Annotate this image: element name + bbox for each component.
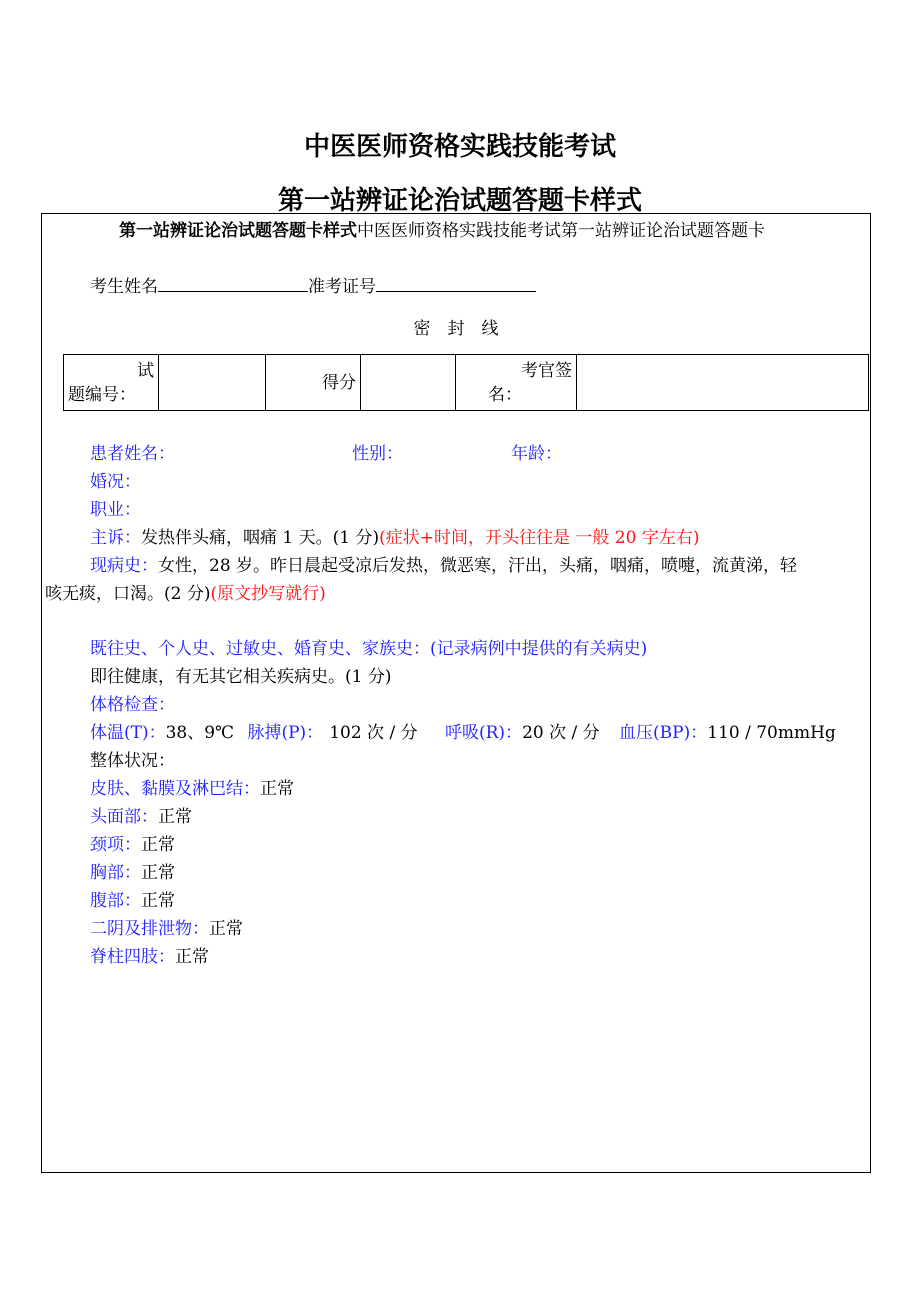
score-field[interactable] bbox=[361, 355, 456, 411]
card-header bbox=[119, 220, 765, 242]
question-no-label: 试 题编号： bbox=[64, 355, 159, 411]
title-line-1: 中医医师资格实践技能考试 bbox=[303, 132, 616, 162]
exam-label: 体格检查： bbox=[90, 695, 175, 715]
question-no-field[interactable] bbox=[159, 355, 266, 411]
marital-label: 婚况： bbox=[90, 472, 141, 492]
candidate-info bbox=[90, 275, 536, 298]
examiner-label: 考官签 名： bbox=[456, 355, 577, 411]
finding-skin: 皮肤、黏膜及淋巴结：正常 bbox=[90, 779, 294, 799]
score-label: 得分 bbox=[266, 355, 361, 411]
history-label: 既往史、个人史、过敏史、婚育史、家族史：(记录病例中提供的有关病史) bbox=[90, 639, 648, 659]
finding-spine-limbs: 脊柱四肢：正常 bbox=[90, 947, 209, 967]
answer-card-box bbox=[41, 213, 871, 1173]
card-header-bold: 第一站辨证论治试题答题卡样式 bbox=[119, 221, 357, 241]
seal-line: 密 封 线 bbox=[413, 319, 499, 339]
finding-neck: 颈项：正常 bbox=[90, 835, 175, 855]
sex-label: 性别： bbox=[352, 444, 403, 464]
age-label: 年龄： bbox=[511, 444, 562, 464]
candidate-id-field[interactable] bbox=[376, 275, 536, 292]
finding-head: 头面部：正常 bbox=[90, 807, 192, 827]
finding-genital: 二阴及排泄物：正常 bbox=[90, 919, 243, 939]
vital-signs: 体温(T)：38、9℃ 脉搏(P)： 102 次 / 分 呼吸(R)：20 次 / 分 血压(BP)：110 / 70mmHg bbox=[90, 723, 836, 743]
patient-basic-row bbox=[90, 443, 562, 465]
candidate-id-label: 准考证号 bbox=[308, 277, 376, 297]
finding-abdomen: 腹部：正常 bbox=[90, 891, 175, 911]
card-header-normal: 中医医师资格实践技能考试第一站辨证论治试题答题卡 bbox=[357, 221, 765, 241]
examiner-field[interactable] bbox=[577, 355, 869, 411]
present-illness-cont: 咳无痰，口渴。(2 分)(原文抄写就行) bbox=[45, 584, 326, 604]
patient-name-label: 患者姓名： bbox=[90, 444, 175, 464]
chief-complaint: 主诉：发热伴头痛，咽痛 1 天。(1 分)(症状+时间，开头往往是 一般 20 字左右) bbox=[90, 528, 700, 548]
title-line-2: 第一站辨证论治试题答题卡样式 bbox=[277, 186, 642, 216]
present-illness: 现病史：女性，28 岁。昨日晨起受凉后发热，微恶寒，汗出，头痛，咽痛，喷嚏，流黄涕，轻 bbox=[90, 556, 798, 576]
candidate-name-field[interactable] bbox=[158, 275, 308, 292]
history-text: 即往健康，有无其它相关疾病史。(1 分) bbox=[90, 667, 392, 687]
candidate-name-label: 考生姓名 bbox=[90, 277, 158, 297]
general-label: 整体状况： bbox=[90, 751, 175, 771]
finding-chest: 胸部：正常 bbox=[90, 863, 175, 883]
score-table bbox=[63, 354, 869, 411]
occupation-label: 职业： bbox=[90, 500, 141, 520]
